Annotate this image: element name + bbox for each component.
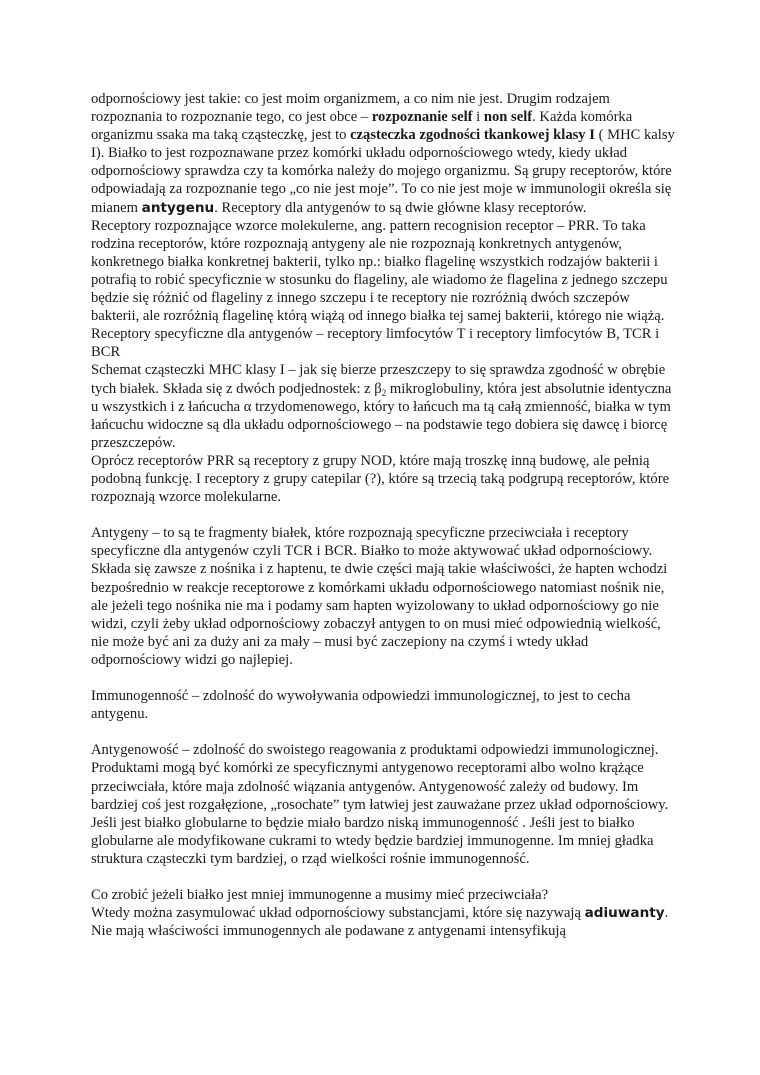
text-run: Immunogenność – zdolność do wywoływania odpowiedzi immunologicznej, to jest to cecha antygenu. [91,688,631,723]
blank-line [91,506,681,524]
paragraph-adjuvants [91,904,681,940]
bold-term: cząsteczka zgodności tkankowej klasy I [350,127,595,144]
text-run: i [472,109,484,126]
text-run: . Receptory dla antygenów to są dwie główne klasy receptorów. [214,199,587,216]
text-run: Antygeny – to są te fragmenty białek, które rozpoznają specyficzne przeciwciała i receptory specyficzne dla antygenów czyli TCR i BCR. Białko to może aktywować układ odpornościowy. Składa się zawsze z nośnika i z haptenu, te dwie części mają takie właściwości, że hapten wchodzi bezpośrednio w reakcje receptorowe z komórkami układu odpornościowego natomiast nośnik nie, ale jeżeli tego nośnika nie ma i podamy sam hapten wyizolowany to układ odpornościowy go nie widzi, czyli żeby układ odpornościowy zobaczył antygen to on musi mieć odpowiednią wielkość, nie może być ani za duży ani za mały – musi być zaczepiony na czymś i wtedy układ odpornościowy widzi go najlepiej. [91,525,668,668]
blank-line [91,723,681,741]
text-run: ( MHC kalsy I). Białko to jest rozpoznawane przez komórki układu odpornościowego wtedy, kiedy układ odpornościowy sprawdza czy ta komórka należy do mojego organizmu. Są grupy receptorów, które odpowiadają za rozpoznanie tego „co nie jest moje”. To co nie jest moje w immunologii określa się mianem [91,127,675,216]
paragraph-nod [91,452,681,506]
paragraph-mhc-schema [91,361,681,451]
text-run: Receptory specyficzne dla antygenów – receptory limfocytów T i receptory limfocytów B, TCR i BCR [91,326,660,361]
text-run: Oprócz receptorów PRR są receptory z grupy NOD, które mają troszkę inną budowę, ale pełnią podobną funkcję. I receptory z grupy catepilar (?), które są trzecią taką podgrupą receptorów, które rozpoznają wzorce molekularne. [91,452,670,506]
text-run: Wtedy można zasymulować układ odpornościowy substancjami, które się nazywają [91,905,585,922]
text-run: Receptory rozpoznające wzorce molekulerne, ang. pattern recognision receptor – PRR. To taka rodzina receptorów, które rozpoznają antygeny ale nie rozpoznają konkretnych antygenów, konkretnego białka konkretnej bakterii, tylko np.: białko flagelinę wszystkich rodzajów bakterii i potrafią to robić specyficznie w stosunku do flageliny, ale wiadomo że flagelina z jednego szczepu będzie się różnić od flageliny z innego szczepu i te receptory nie rozróżnią dwóch szczepów bakterii, ale rozróżnią flagelinę którą wiążą od innego białka tej samej bakterii, którego nie wiążą. [91,217,668,325]
text-run: odpornościowy jest takie: co jest moim organizmem, a co nim nie jest. Drugim rodzajem rozpoznania to rozpoznanie tego, co jest obce – [91,91,610,126]
text-run: . Nie mają właściwości immunogennych ale podawane z antygenami intensyfikują [91,905,669,940]
paragraph-prr [91,217,681,326]
text-run: . Każda komórka organizmu ssaka ma taką cząsteczkę, jest to [91,109,633,144]
paragraph-immunogenicity [91,687,681,723]
paragraph-antigenicity [91,741,681,868]
blank-line [91,868,681,886]
paragraph-antigens [91,524,681,669]
subscript: 2 [381,387,387,398]
text-run: mikroglobuliny, która jest absolutnie identyczna u wszystkich i z łańcucha α trzydomenowego, który to łańcuch ma tą całą zmienność, białka w tym łańcuchu widoczne są dla układu odpornościowego – na podstawie tego dobiera się dawcę i biorcę przeszczepów. [91,380,672,451]
paragraph-specific-receptors [91,325,681,361]
bold-term: adiuwanty [584,905,665,922]
blank-line [91,669,681,687]
bold-term: rozpoznanie self [371,109,473,126]
bold-term: antygenu [141,199,215,216]
text-run: Antygenowość – zdolność do swoistego reagowania z produktami odpowiedzi immunologicznej. Produktami mogą być komórki ze specyficznymi antygenowo receptorami albo wolno krążące przeciwciała, które maja zdolność wiązania antygenów. Antygenowość zależy od budowy. Im bardziej coś jest rozgałęzione, „rosochate” tym łatwiej jest zauważane przez układ odpornościowy. Jeśli jest białko globularne to będzie miało bardzo niską immunogenność . Jeśli jest to białko globularne ale modyfikowane cukrami to wtedy będzie bardziej immunogenne. Im mniej gładka struktura cząsteczki tym bardziej, o rząd wielkości rośnie immunogenność. [91,742,669,867]
paragraph-self-nonself [91,90,681,217]
text-run: Schemat cząsteczki MHC klasy I – jak się bierze przeszczepy to się sprawdza zgodność w obrębie tych białek. Składa się z dwóch podjednostek: z β [91,362,666,397]
text-run: Co zrobić jeżeli białko jest mniej immunogenne a musimy mieć przeciwciała? [91,887,549,904]
bold-term: non self [483,109,533,126]
paragraph-question [91,886,681,904]
document-page [91,90,681,940]
